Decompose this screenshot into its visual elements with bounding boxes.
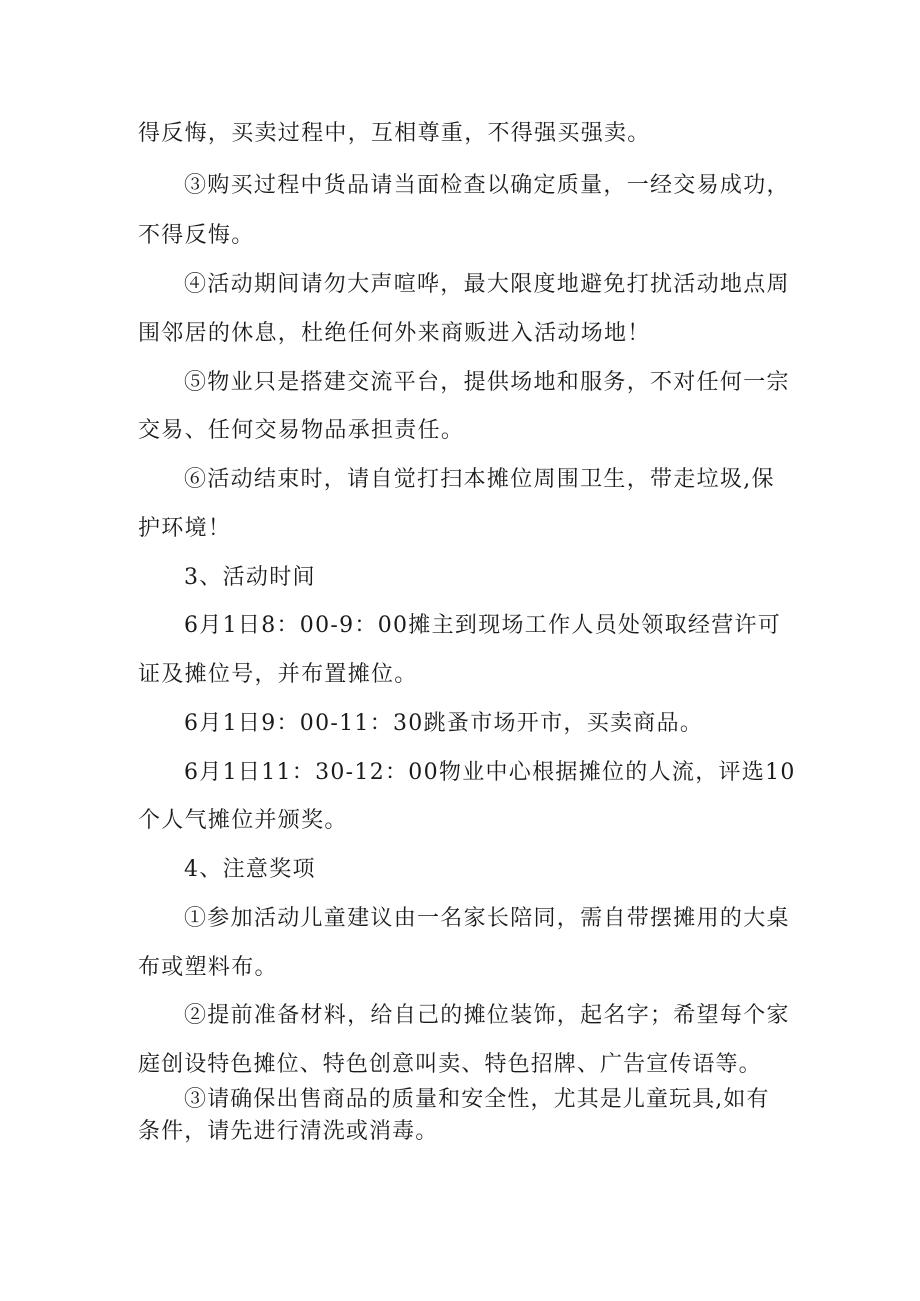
text-line: ⑤物业只是搭建交流平台，提供场地和服务，不对任何一宗 — [184, 370, 790, 395]
text-line: ③请确保出售商品的质量和安全性，尤其是儿童玩具,如有 — [184, 1087, 770, 1112]
text-line: 交易、任何交易物品承担责任。 — [138, 418, 465, 443]
text-line: 6月1日11：30-12：00物业中心根据摊位的人流，评选10 — [184, 760, 796, 785]
text-line: ③购买过程中货品请当面检查以确定质量，一经交易成功， — [184, 173, 790, 198]
section-heading: 3、活动时间 — [184, 565, 316, 590]
text-line: 条件，请先进行清洗或消毒。 — [138, 1119, 439, 1144]
text-line: 6月1日8：00-9：00摊主到现场工作人员处领取经营许可 — [184, 613, 782, 638]
text-line: 庭创设特色摊位、特色创意叫卖、特色招牌、广告宣传语等。 — [138, 1052, 762, 1077]
text-line: ⑥活动结束时，请自觉打扫本摊位周围卫生，带走垃圾,保 — [184, 467, 775, 492]
text-line: ④活动期间请勿大声喧哗，最大限度地避免打扰活动地点周 — [184, 272, 790, 297]
text-line: 布或塑料布。 — [138, 955, 278, 980]
text-line: 证及摊位号，并布置摊位。 — [138, 662, 418, 687]
text-line: 护环境！ — [138, 516, 232, 541]
section-heading: 4、注意奖项 — [184, 857, 316, 882]
text-line: 得反悔，买卖过程中，互相尊重，不得强买强卖。 — [138, 121, 651, 146]
text-line: 不得反悔。 — [138, 223, 255, 248]
text-line: ①参加活动儿童建议由一名家长陪同，需自带摆摊用的大桌 — [184, 906, 790, 931]
text-line: 围邻居的休息，杜绝任何外来商贩进入活动场地！ — [138, 321, 651, 346]
text-line: 6月1日9：00-11：30跳蚤市场开市，买卖商品。 — [184, 711, 704, 736]
text-line: ②提前准备材料，给自己的摊位装饰，起名字；希望每个家 — [184, 1003, 790, 1028]
text-line: 个人气摊位并颁奖。 — [138, 808, 348, 833]
